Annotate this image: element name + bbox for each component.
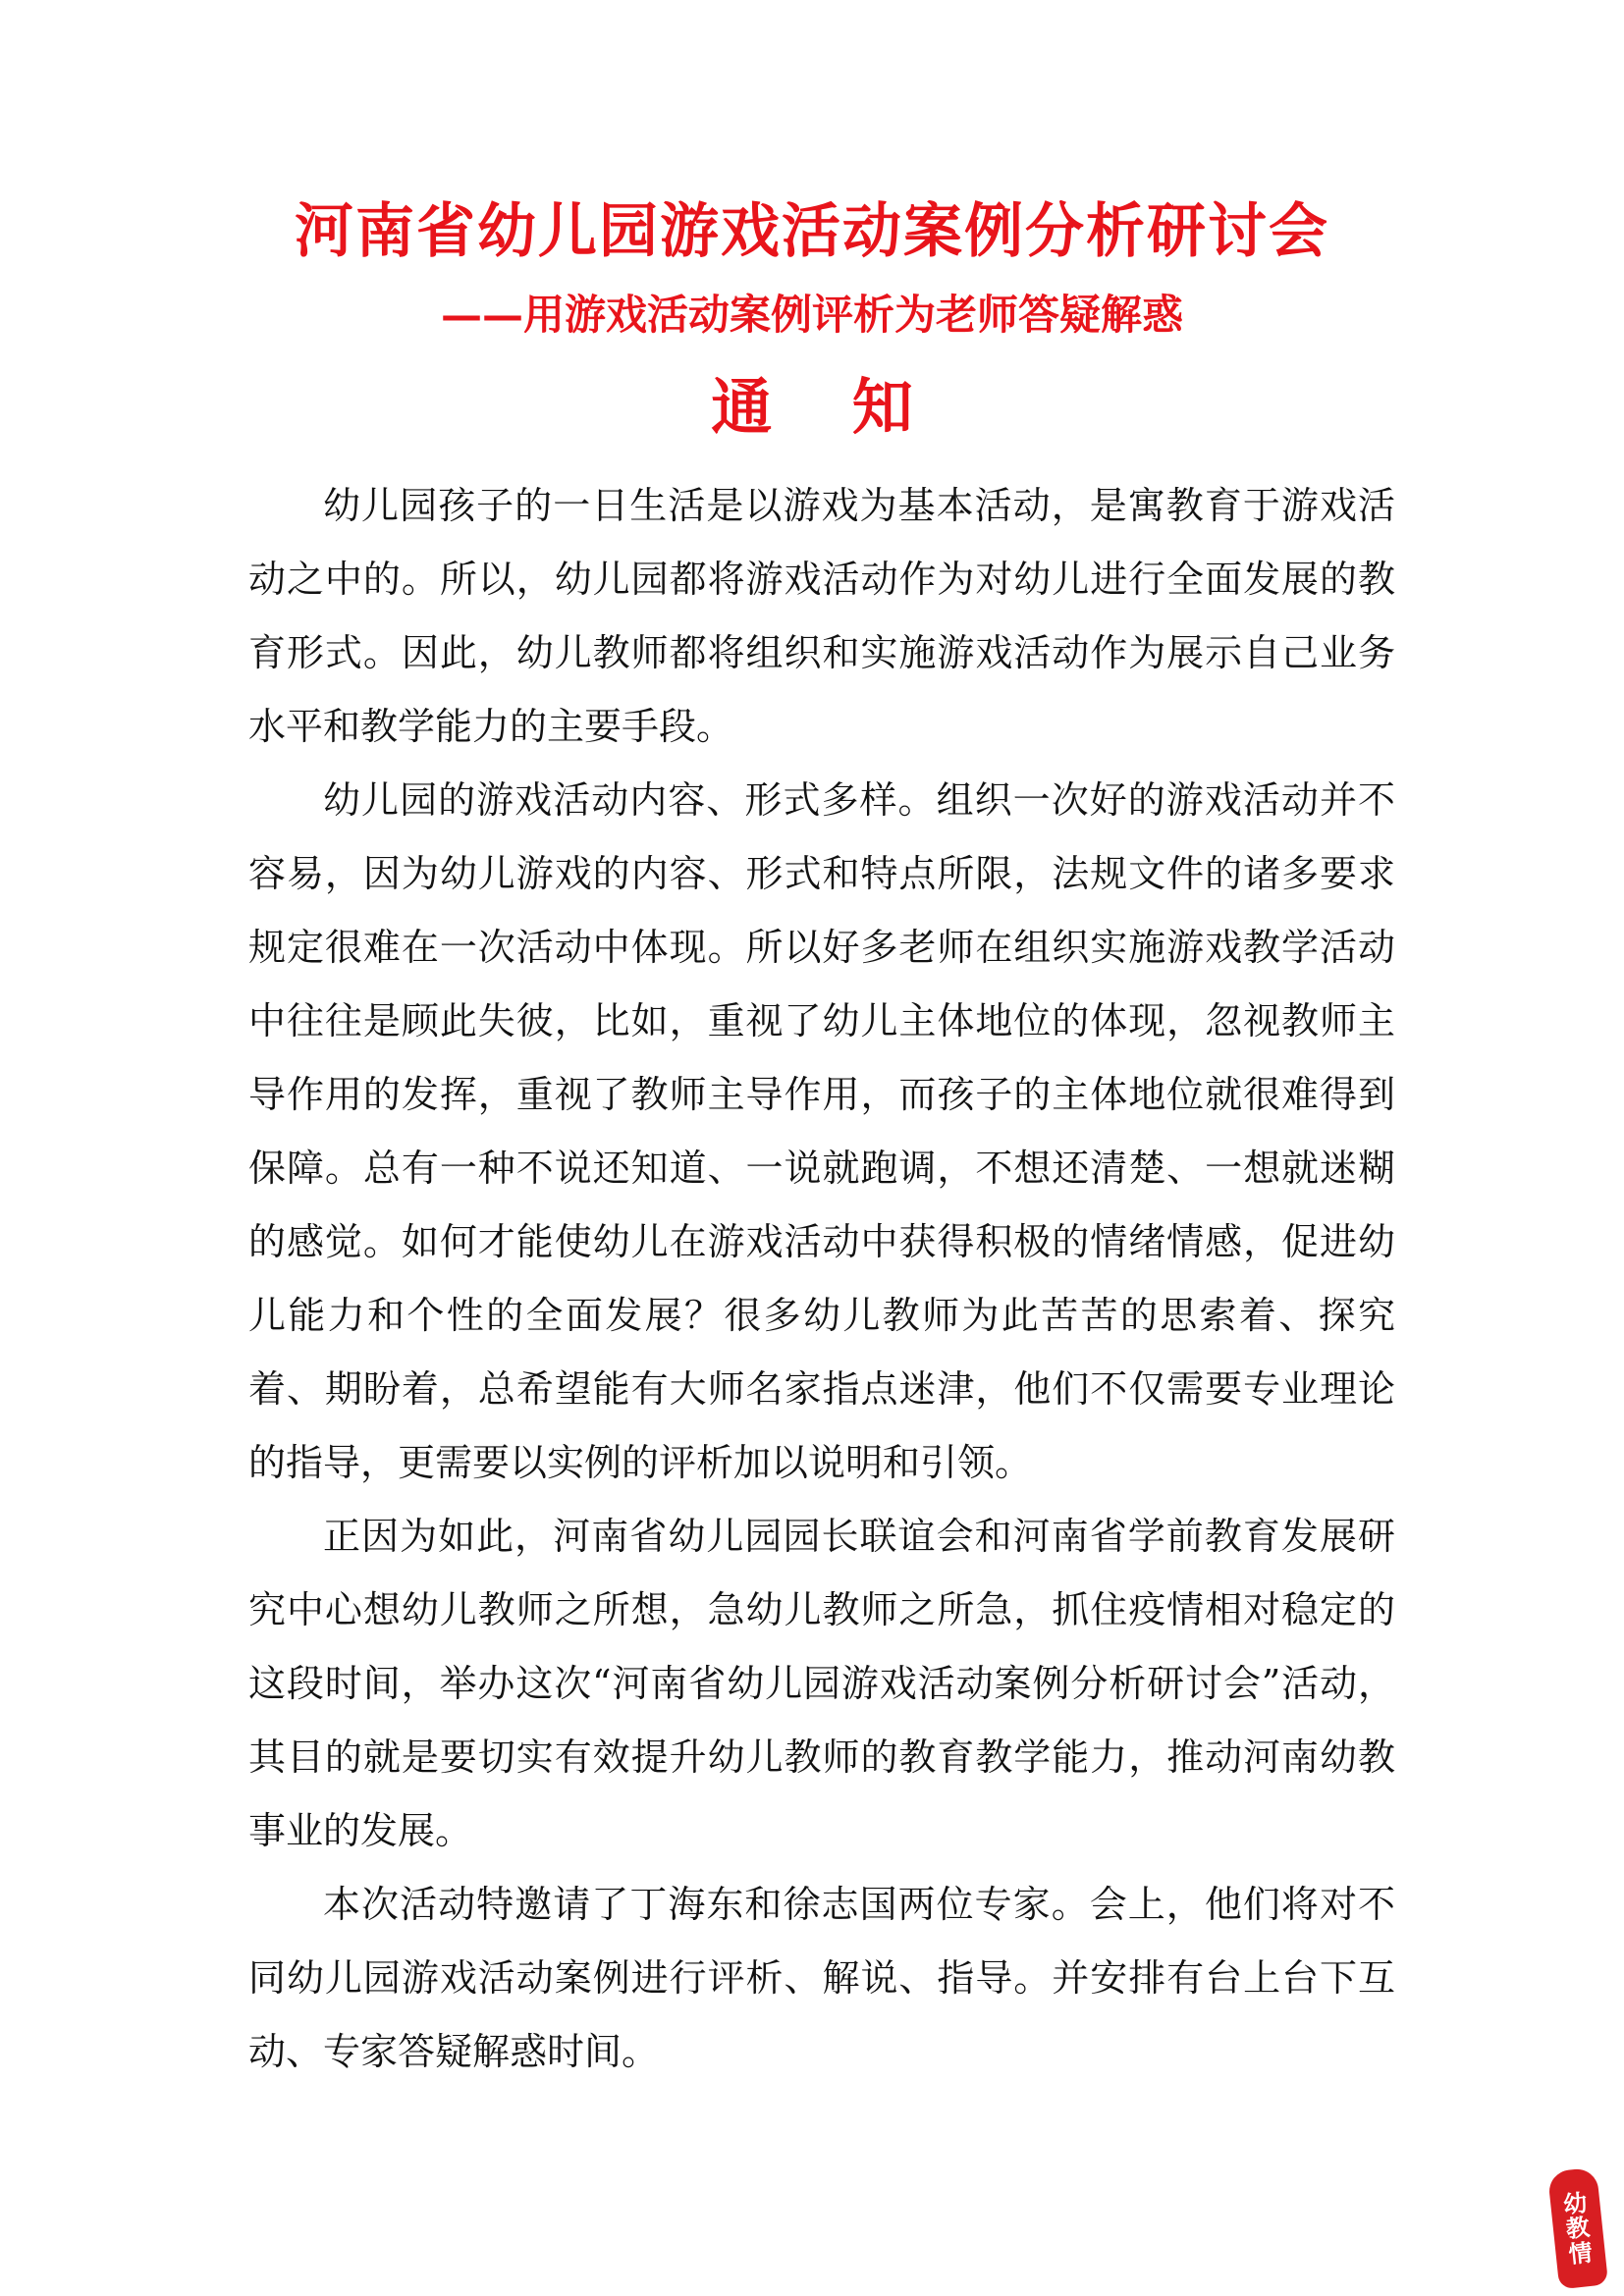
seal-char: 教 xyxy=(1564,2213,1592,2244)
paragraph: 正因为如此，河南省幼儿园园长联谊会和河南省学前教育发展研究中心想幼儿教师之所想，急幼儿教师之所急，抓住疫情相对稳定的这段时间，举办这次“河南省幼儿园游戏活动案例分析研讨会”活动，其目的就是要切实有效提升幼儿教师的教育教学能力，推动河南幼教事业的发展。 xyxy=(248,1515,1395,1852)
paragraph: 幼儿园的游戏活动内容、形式多样。组织一次好的游戏活动并不容易，因为幼儿游戏的内容、形式和特点所限，法规文件的诸多要求规定很难在一次活动中体现。所以好多老师在组织实施游戏教学活动中往往是顾此失彼，比如，重视了幼儿主体地位的体现，忽视教师主导作用的发挥，重视了教师主导作用，而孩子的主体地位就很难得到保障。总有一种不说还知道、一说就跑调，不想还清楚、一想就迷糊的感觉。如何才能使幼儿在游戏活动中获得积极的情绪情感，促进幼儿能力和个性的全面发展？很多幼儿教师为此苦苦的思索着、探究着、期盼着，总希望能有大师名家指点迷津，他们不仅需要专业理论的指导，更需要以实例的评析加以说明和引领。 xyxy=(248,778,1395,1484)
seal-char: 情 xyxy=(1567,2237,1595,2269)
paragraph: 本次活动特邀请了丁海东和徐志国两位专家。会上，他们将对不同幼儿园游戏活动案例进行评析、解说、指导。并安排有台上台下互动、专家答疑解惑时间。 xyxy=(248,1883,1395,2073)
seal-char: 幼 xyxy=(1561,2188,1589,2219)
paragraph: 幼儿园孩子的一日生活是以游戏为基本活动，是寓教育于游戏活动之中的。所以，幼儿园都将游戏活动作为对幼儿进行全面发展的教育形式。因此，幼儿教师都将组织和实施游戏活动作为展示自己业务水平和教学能力的主要手段。 xyxy=(248,484,1395,748)
document-title: 河南省幼儿园游戏活动案例分析研讨会 xyxy=(295,197,1329,266)
document-body xyxy=(248,469,1395,2089)
notice-heading: 通 知 xyxy=(711,371,943,443)
seal-stamp xyxy=(1547,2167,1608,2290)
document-subtitle: ——用游戏活动案例评析为老师答疑解惑 xyxy=(440,291,1183,339)
